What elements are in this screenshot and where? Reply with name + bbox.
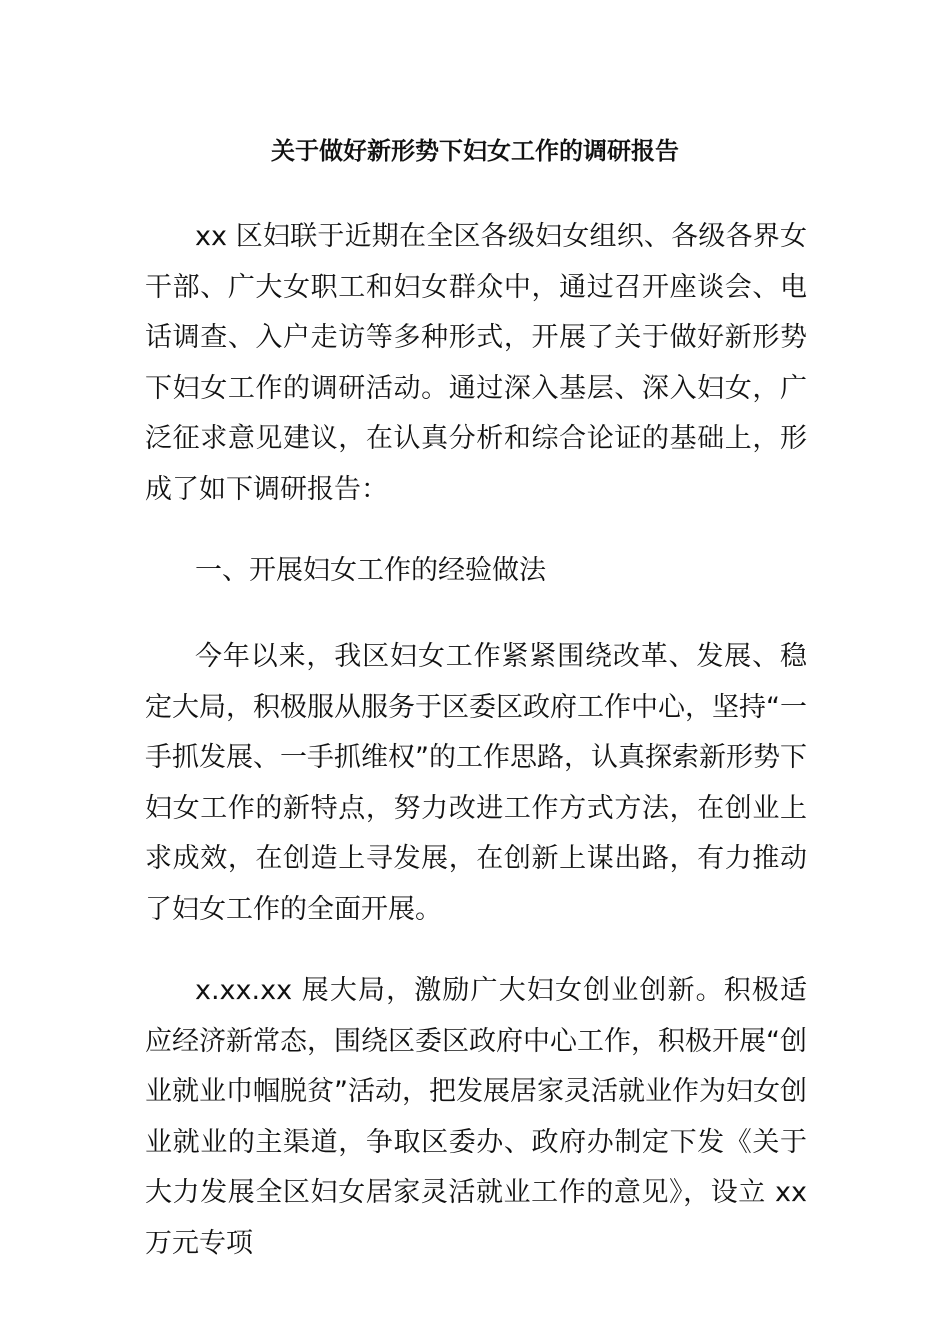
body-paragraph: x.xx.xx 展大局，激励广大妇女创业创新。积极适应经济新常态，围绕区委区政府中心工作，积极开展“创业就业巾帼脱贫”活动，把发展居家灵活就业作为妇女创业就业的主渠道，争取区委办、政府办制定下发《关于大力发展全区妇女居家灵活就业工作的意见》，设立 xx 万元专项 [145, 975, 807, 1259]
document-title: 关于做好新形势下妇女工作的调研报告 [271, 137, 679, 165]
section-heading: 一、开展妇女工作的经验做法 [195, 555, 546, 586]
intro-paragraph: xx 区妇联于近期在全区各级妇女组织、各级各界女干部、广大女职工和妇女群众中，通过召开座谈会、电话调查、入户走访等多种形式，开展了关于做好新形势下妇女工作的调研活动。通过深入基层、深入妇女，广泛征求意见建议，在认真分析和综合论证的基础上，形成了如下调研报告： [145, 221, 807, 505]
body-paragraph: 今年以来，我区妇女工作紧紧围绕改革、发展、稳定大局，积极服从服务于区委区政府工作中心，坚持“一手抓发展、一手抓维权”的工作思路，认真探索新形势下妇女工作的新特点，努力改进工作方式方法，在创业上求成效，在创造上寻发展，在创新上谋出路，有力推动了妇女工作的全面开展。 [145, 641, 807, 925]
